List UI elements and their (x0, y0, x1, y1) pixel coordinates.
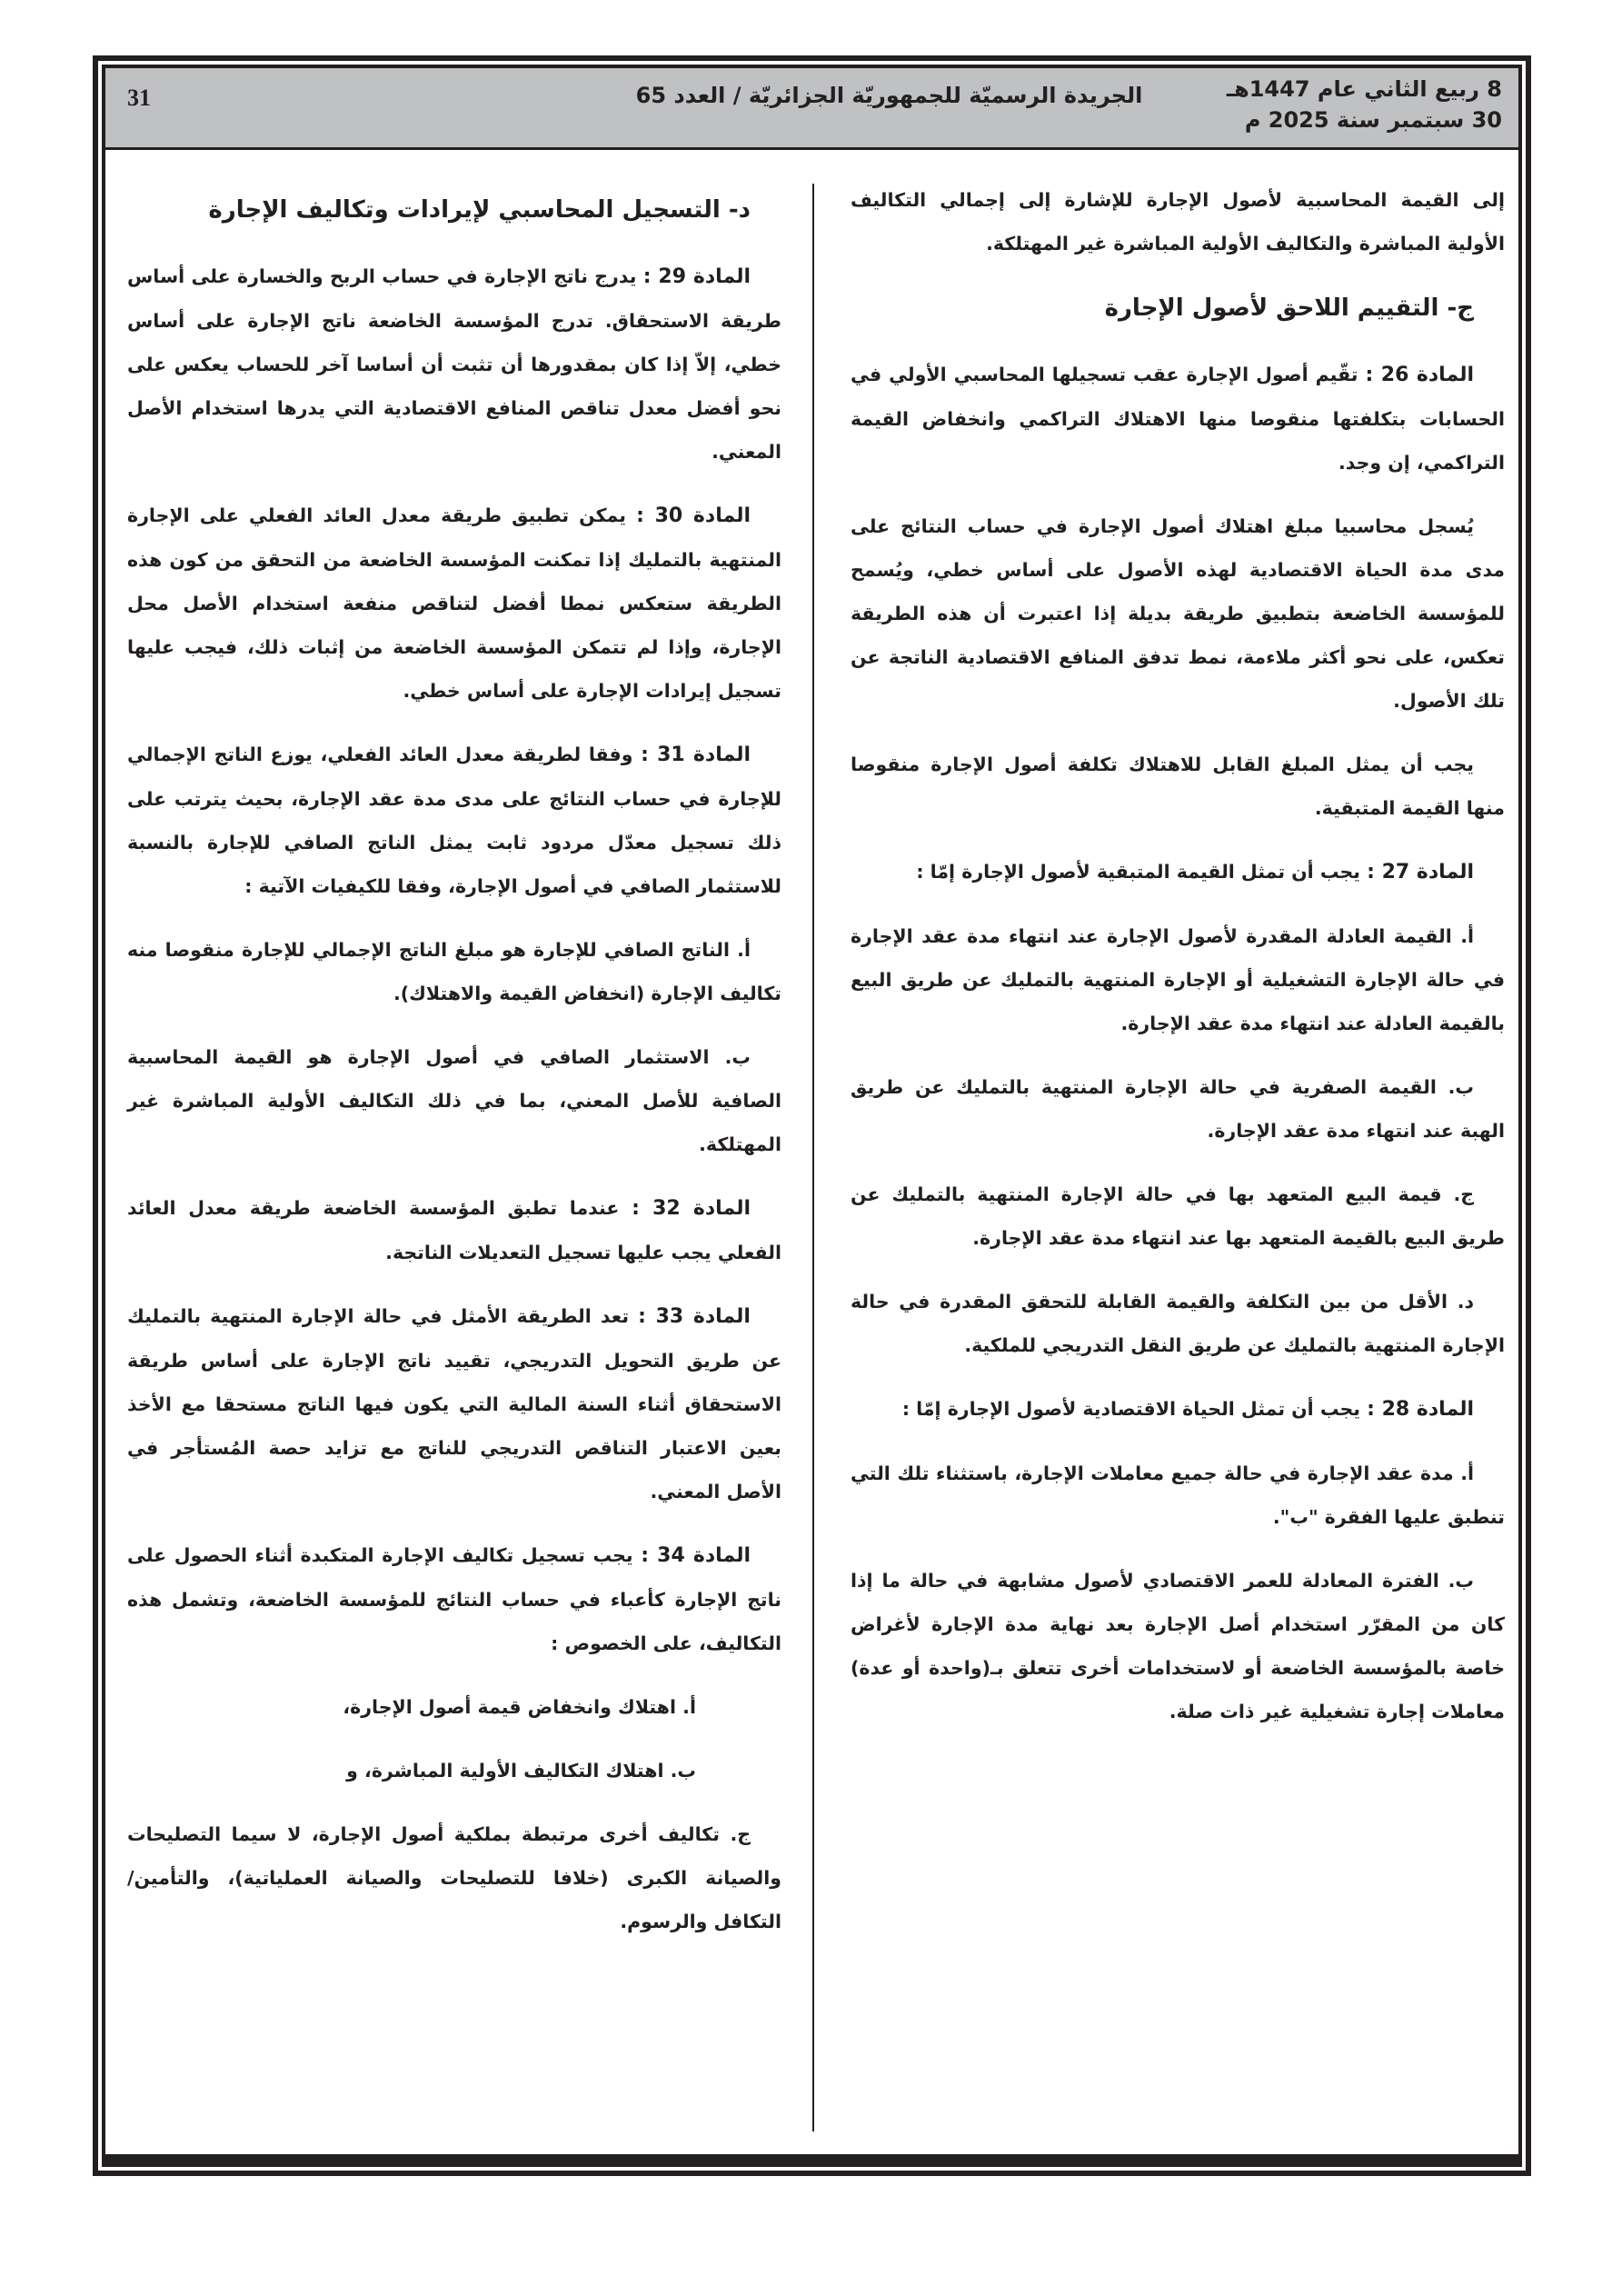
date-gregorian: 30 سبتمبر سنة 2025 م (1244, 107, 1502, 133)
article-29-text: يدرج ناتج الإجارة في حساب الربح والخسارة على أساس طريقة الاستحقاق. تدرج المؤسسة الخاضعة ناتج الإجارة على أساس خطي، إلاّ إذا كان بمقدورها أن تثبت أن أساسا آخر للحساب يعكس على نحو أفضل معدل تناقص المنافع الاقتصادية التي يدرها استخدام الأصل المعني. (127, 265, 781, 463)
article-28 (851, 1387, 1505, 1432)
article-30-label: المادة 30 : (636, 504, 751, 527)
article-30 (127, 494, 781, 713)
item-letter: ب. (1448, 1570, 1474, 1592)
article-31-item-b (127, 1035, 781, 1166)
column-divider (812, 184, 814, 2131)
item-text: الأقل من بين التكلفة والقيمة القابلة للتحقق المقدرة في حالة الإجارة المنتهية بالتمليك عن طريق النقل التدريجي للملكية. (851, 1291, 1505, 1356)
gazette-title: الجريدة الرسميّة للجمهوريّة الجزائريّة / العدد 65 (635, 83, 1143, 108)
item-text: الناتج الصافي للإجارة هو مبلغ الناتج الإجمالي للإجارة منقوصا منه تكاليف الإجارة (انخفاض القيمة والاهتلاك). (127, 939, 781, 1004)
item-text: اهتلاك وانخفاض قيمة أصول الإجارة، (343, 1696, 677, 1718)
article-28-item-a (851, 1452, 1505, 1539)
article-27-text: يجب أن تمثل القيمة المتبقية لأصول الإجارة إمّا : (916, 861, 1361, 883)
article-32 (127, 1186, 781, 1274)
item-letter: أ. (737, 939, 751, 961)
paragraph-depreciable-amount: يجب أن يمثل المبلغ القابل للاهتلاك تكلفة أصول الإجارة منقوصا منها القيمة المتبقية. (851, 754, 1505, 819)
item-letter: ب. (724, 1046, 751, 1068)
article-26-text: تقّيم أصول الإجارة عقب تسجيلها المحاسبي الأولي في الحسابات بتكلفتها منقوصا منها الاهتلاك التراكمي وانخفاض القيمة التراكمي، إن وجد. (851, 364, 1505, 474)
item-text: الفترة المعادلة للعمر الاقتصادي لأصول مشابهة في حالة ما إذا كان من المقرّر استخدام أصل الإجارة بعد نهاية مدة الإجارة لأغراض خاصة بالمؤسسة الخاضعة أو لاستخدامات أخرى تتعلق بـ(واحدة أو عدة) معاملات إجارة تشغيلية غير ذات صلة. (851, 1570, 1505, 1722)
article-34 (127, 1533, 781, 1665)
article-34-text: يجب تسجيل تكاليف الإجارة المتكبدة أثناء الحصول على ناتج الإجارة كأعباء في حساب النتائج للمؤسسة الخاضعة، وتشمل هذه التكاليف، على الخصوص : (127, 1544, 781, 1654)
article-33-label: المادة 33 : (638, 1305, 751, 1328)
article-30-text: يمكن تطبيق طريقة معدل العائد الفعلي على الإجارة المنتهية بالتمليك إذا تمكنت المؤسسة الخاضعة من التحقق من كون هذه الطريقة ستعكس نمطا أفضل لتناقص منفعة استخدام الأصل محل الإجارة، وإذا لم تتمكن المؤسسة الخاضعة من إثبات ذلك، فيجب عليها تسجيل إيرادات الإجارة على أساس خطي. (127, 504, 781, 702)
item-letter: د. (1457, 1291, 1474, 1313)
article-33-text: تعد الطريقة الأمثل في حالة الإجارة المنتهية بالتمليك عن طريق التحويل التدريجي، تقييد ناتج الإجارة على أساس طريقة الاستحقاق أثناء السنة المالية التي يكون فيها الناتج مستحقا مع الأخذ بعين الاعتبار التناقص التدريجي للناتج مع تزايد حصة المُستأجر في الأصل المعني. (127, 1305, 781, 1502)
article-31-label: المادة 31 : (641, 744, 751, 766)
page-header (105, 68, 1518, 150)
article-34-label: المادة 34 : (641, 1544, 751, 1567)
article-28-item-b (851, 1559, 1505, 1733)
item-text: تكاليف أخرى مرتبطة بملكية أصول الإجارة، لا سيما التصليحات والصيانة الكبرى (خلافا للتصليحات والصيانة العملياتية)، والتأمين/ التكافل والرسوم. (127, 1823, 781, 1932)
item-text: الاستثمار الصافي في أصول الإجارة هو القيمة المحاسبية الصافية للأصل المعني، بما في ذلك التكاليف الأولية المباشرة غير المهتلكة. (127, 1046, 781, 1155)
item-text: مدة عقد الإجارة في حالة جميع معاملات الإجارة، باستثناء تلك التي تنطبق عليها الفقرة "ب". (851, 1462, 1505, 1528)
article-29 (127, 255, 781, 474)
article-33 (127, 1294, 781, 1513)
article-26-label: المادة 26 : (1365, 364, 1474, 386)
article-27-item-b (851, 1065, 1505, 1153)
right-column (851, 178, 1505, 1753)
article-32-text: عندما تطبق المؤسسة الخاضعة طريقة معدل العائد الفعلي يجب عليها تسجيل التعديلات الناتجة. (127, 1197, 781, 1263)
article-27 (851, 850, 1505, 894)
article-34-item-b (127, 1749, 781, 1792)
article-27-item-d (851, 1280, 1505, 1367)
item-text: قيمة البيع المتعهد بها في حالة الإجارة المنتهية بالتمليك عن طريق البيع بالقيمة المتعهد بها عند انتهاء مدة عقد الإجارة. (851, 1183, 1505, 1249)
page-frame-bottom-bar (102, 2154, 1522, 2165)
article-31-text: وفقا لطريقة معدل العائد الفعلي، يوزع الناتج الإجمالي للإجارة في حساب النتائج على مدى مدة عقد الإجارة، بحيث يترتب على ذلك تسجيل معدّل مردود ثابت يمثل الناتج الصافي للإجارة بالنسبة للاستثمار الصافي في أصول الإجارة، وفقا للكيفيات الآتية : (127, 744, 781, 897)
section-d-heading: د- التسجيل المحاسبي لإيرادات وتكاليف الإجارة (208, 196, 751, 224)
item-letter: أ. (1460, 925, 1475, 947)
article-27-item-a (851, 914, 1505, 1045)
article-34-item-c (127, 1812, 781, 1943)
article-27-label: المادة 27 : (1367, 861, 1474, 883)
item-letter: ج. (1453, 1183, 1474, 1205)
item-letter: ب. (1448, 1076, 1474, 1098)
article-31 (127, 733, 781, 908)
item-letter: ج. (730, 1823, 751, 1845)
article-26 (851, 353, 1505, 484)
section-c-heading: ج- التقييم اللاحق لأصول الإجارة (1104, 294, 1474, 322)
page-number: 31 (127, 85, 151, 111)
item-text: اهتلاك التكاليف الأولية المباشرة، و (346, 1760, 664, 1782)
item-text: القيمة الصفرية في حالة الإجارة المنتهية بالتمليك عن طريق الهبة عند انتهاء مدة عقد الإجارة. (851, 1076, 1505, 1142)
issue-date (1227, 74, 1502, 135)
article-31-item-a (127, 928, 781, 1015)
article-29-label: المادة 29 : (642, 265, 751, 288)
article-32-label: المادة 32 : (632, 1197, 751, 1220)
paragraph-depreciation: يُسجل محاسبيا مبلغ اهتلاك أصول الإجارة في حساب النتائج على مدى مدة الحياة الاقتصادية لهذه الأصول على أساس خطي، ويُسمح للمؤسسة الخاضعة بتطبيق طريقة بديلة إذا اعتبرت أن هذه الطريقة تعكس، على نحو أكثر ملاءمة، نمط تدفق المنافع الاقتصادية الناتجة عن تلك الأصول. (851, 515, 1505, 712)
item-text: القيمة العادلة المقدرة لأصول الإجارة عند انتهاء مدة عقد الإجارة في حالة الإجارة التشغيلية أو الإجارة المنتهية بالتمليك عن طريق البيع بالقيمة العادلة عند انتهاء مدة عقد الإجارة. (851, 925, 1505, 1034)
article-27-item-c (851, 1173, 1505, 1260)
item-letter: أ. (1460, 1462, 1475, 1484)
article-28-text: يجب أن تمثل الحياة الاقتصادية لأصول الإجارة إمّا : (901, 1398, 1361, 1420)
paragraph-continuation: إلى القيمة المحاسبية لأصول الإجارة للإشارة إلى إجمالي التكاليف الأولية المباشرة والتكاليف الأولية المباشرة غير المهتلكة. (851, 189, 1505, 255)
article-34-item-a (127, 1685, 781, 1729)
article-28-label: المادة 28 : (1367, 1398, 1474, 1421)
left-column (127, 178, 781, 1963)
date-hijri: 8 ربيع الثاني عام 1447هـ (1226, 76, 1502, 102)
item-letter: أ. (682, 1696, 696, 1718)
item-letter: ب. (670, 1760, 696, 1782)
